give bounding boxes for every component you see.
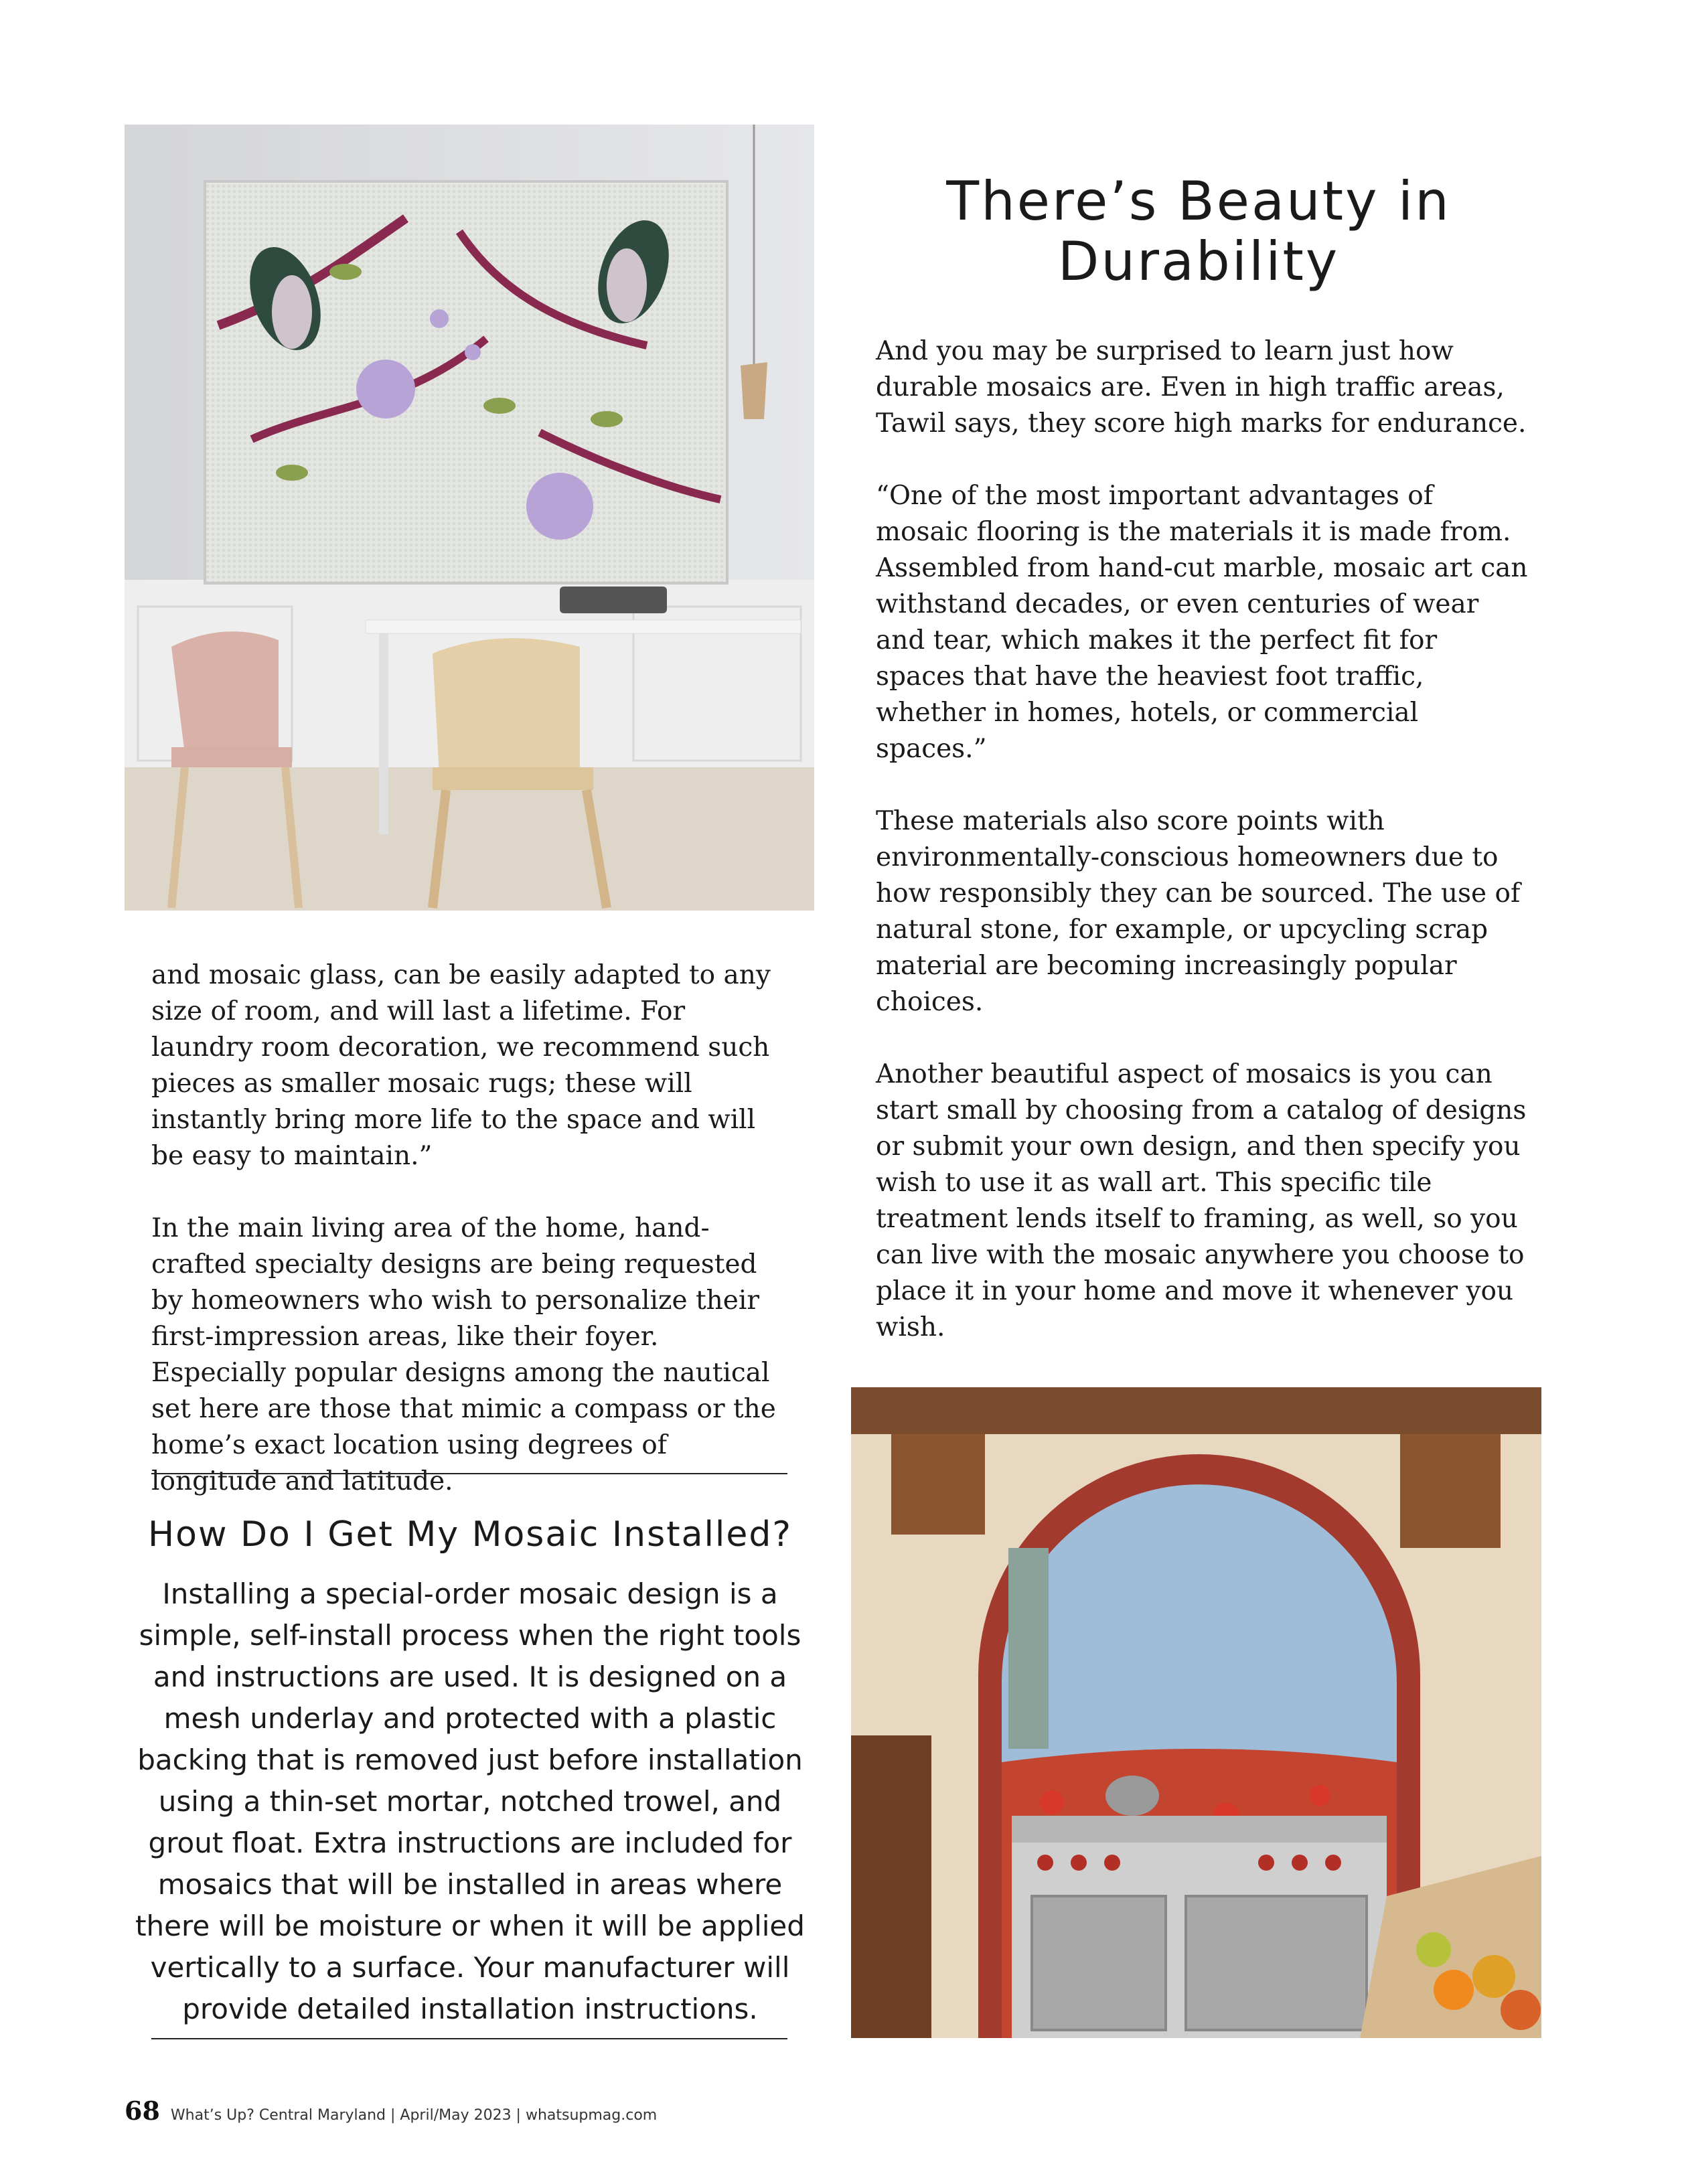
paragraph: “One of the most important advantages of mosaic flooring is the materials it is made from. Assembled from hand-cut marble, mosaic art can withstand decades, or even centuries of wear and tear, which makes it the perfect fit for spaces that have the heaviest foot traffic, whether in homes, hotels, or commercial spaces.” xyxy=(876,481,1528,764)
sidebar-heading-install: How Do I Get My Mosaic Installed? xyxy=(148,1514,792,1555)
paragraph: And you may be surprised to learn just how durable mosaics are. Even in high traffic areas, Tawil says, they score high marks for endurance. xyxy=(876,336,1527,439)
paragraph: In the main living area of the home, hand-crafted specialty designs are being requested by homeowners who wish to personalize their first-impression areas, like their foyer. Especially popular designs among the nautical set here are those that mimic a compass or the home’s exact location using degrees of longitude and latitude. xyxy=(151,1213,776,1496)
right-column-text xyxy=(876,333,1532,1490)
page-number: 68 xyxy=(125,2096,160,2126)
paragraph: These materials also score points with environmentally-conscious homeowners due to how responsibly they can be sourced. The use of natural stone, for example, or upcycling scrap material are becoming increasingly popular choices. xyxy=(876,806,1521,1017)
kitchen-mosaic-photo xyxy=(851,1387,1541,2038)
sidebar-install-text: Installing a special-order mosaic design is a simple, self-install process when the right tools and instructions are used. It is designed on a mesh underlay and protected with a plastic backing that is removed just before installation using a thin-set mortar, notched trowel, and grout float. Extra instructions are included for mosaics that will be installed in areas where there will be moisture or when it will be applied vertically to a surface. Your manufacturer will provide detailed installation instructions. xyxy=(135,1577,805,2025)
section-heading-beauty: There’s Beauty in Durability xyxy=(946,170,1451,293)
page-footer xyxy=(125,2096,657,2125)
footer-publication: What’s Up? Central Maryland | April/May 2023 | whatsupmag.com xyxy=(170,2107,658,2124)
dining-room-illustration xyxy=(125,125,814,911)
left-column-text xyxy=(151,957,794,1536)
paragraph: Another beautiful aspect of mosaics is you can start small by choosing from a catalog of designs or submit your own design, and then specify you wish to use it as wall art. This specific tile treatment lends itself to framing, as well, so you can live with the mosaic anywhere you choose to place it in your home and move it whenever you wish. xyxy=(876,1059,1527,1342)
paragraph: and mosaic glass, can be easily adapted to any size of room, and will last a lifetime. For laundry room decoration, we recommend such pieces as smaller mosaic rugs; these will instantly bring more life to the space and will be easy to maintain.” xyxy=(151,960,771,1171)
divider-rule xyxy=(151,2038,787,2039)
divider-rule xyxy=(151,1473,787,1474)
kitchen-arch-illustration xyxy=(851,1387,1541,2038)
dining-room-mosaic-photo xyxy=(125,125,814,911)
